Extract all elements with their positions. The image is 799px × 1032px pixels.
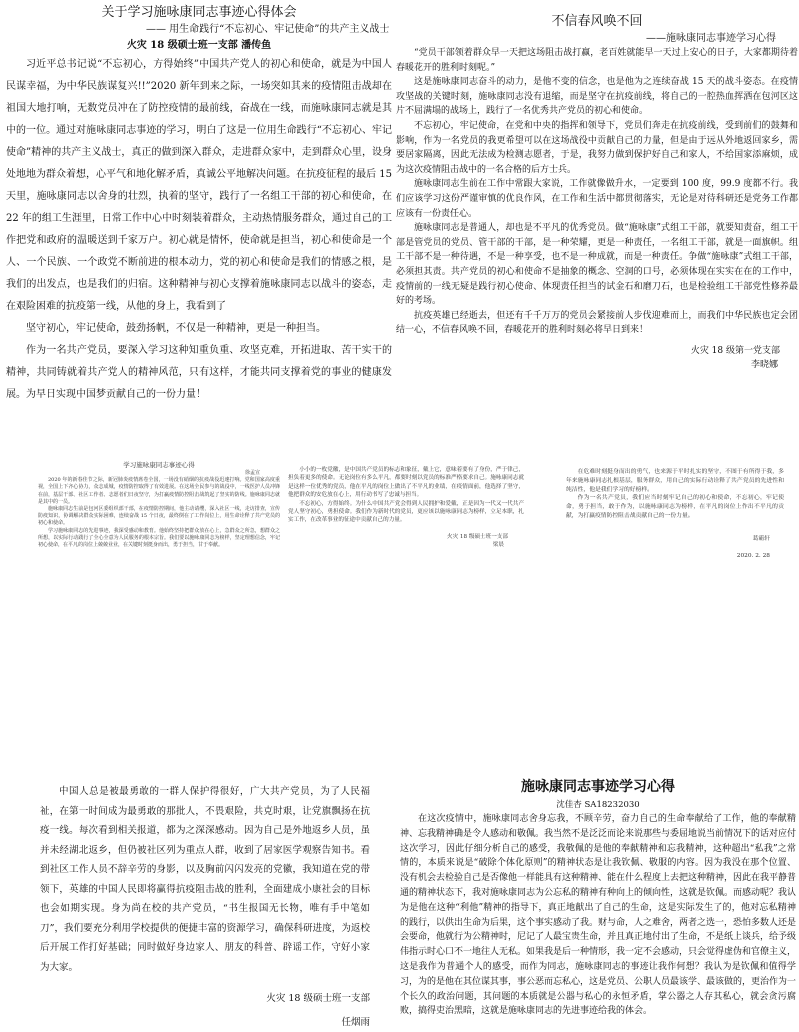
essay-5-signature-name: 葛霸轩 [566,535,784,544]
essay-4-signature-unit: 火灾 18 级硕士班一支部 [288,533,524,541]
essay-2-paragraph: 抗疫英雄已经逝去，但还有千千万万的党员会紧接前人步伐迎难而上，而我们中华民族也定会团结一心，不信春风唤不回，春暖花开的胜利时刻必将早日到来！ [396,309,798,338]
essay-1-paragraph: 坚守初心，牢记使命，鼓劲扬帆，不仅是一种精神，更是一种担当。 [6,318,392,340]
essay-7-byline: 沈佳杏 SA18232030 [400,798,796,812]
essay-2-signature-unit: 火灾 18 级第一党支部 [396,344,798,359]
essay-panel-4 [288,466,524,656]
essay-2-paragraph: 这是施咏康同志奋斗的动力，是他不变的信念，也是他为之连续奋战 15 天的战斗姿态。在疫情攻坚战的关键时刻，施咏康同志没有退缩，而是坚守在抗疫前线，将自己的一腔热血挥洒在包河区这片不屈满塌的战场上，践行了一名优秀共产党员的初心和使命。 [396,75,798,119]
essay-3-title: 学习施咏康同志事迹心得 [38,460,280,470]
essay-1-paragraph: 作为一名共产党员，要深入学习这种知重负重、攻坚克难，开拓进取、苦干实干的精神，共同铸就着共产党人的精神风范，只有这样，才能共同支撑着党的事业的健康发展。为早日实现中国梦贡献自己的一份力量！ [6,340,392,406]
essay-1-subtitle: —— 用生命践行“不忘初心、牢记使命”的共产主义战士 [6,22,392,38]
essay-3-paragraph: 施咏康同志生前是包河区委组织部干部，在疫情防控期间，他主动请缨，深入社区一线，走访排查，宣传防疫知识，协调解决群众实际困难，连续奋战 15 个日夜，最终倒在了工作岗位上，用生命诠释了共产党员的初心和使命。 [38,506,280,528]
essay-2-paragraph: “党员干部领着群众早一天把这场阻击战打赢，老百姓就能早一天过上安心的日子，大家都期待着春暖花开的胜利时刻呢。” [396,46,798,75]
essay-1-byline: 火灾 18 级硕士班一支部 潘传鱼 [6,38,392,54]
essay-7-paragraph: 在这次疫情中，施咏康同志舍身忘我，不顾辛劳，奋力自己的生命奉献给了工作，他的奉献精神、忘我精神确是令人感动和敬佩。我当然不是泛泛而论来说那些与委屈地说当前情况下的话对应付这次学习，因此仔细分析自己的感受，我敬佩的是他的奉献精神和忘我精神，这种超出“私我”之常情的，本质来说是“破除个体化原则”的精神状态是让我钦佩、敬服的内容。因为我没在那个位置、没有机会去检验自己是否像他一样能具有这种精神、能在什么程度上去把这种精神，因此在我平静普通的精神状态下，我对施咏康同志为公忘私的精神有种向上的倾向性，这就是钦佩。而感动呢？我认为是他在这种“利他”精神的指导下，真正地献出了自己的生命，这是实际发生了的，他对忘私精神的践行，以供出生命为后果，这个事实感动了我。财与命，人之难舍，两者之选一，恐怕多数人还是会要命，他就行为公精神时，尼记了人最宝贵生命，并且真正地付出了生命，不是纸上谈兵，给予级伟指示时心口不一地往人无私。如果我是后一种情形，我一定不会感动，只会觉得虚伪和官僚主义，这是我作为普通个人的感受，而作为同志，施咏康同志的事迹让我作何想？我认为是钦佩和值得学习，为的是他在其位谋其事，事公恶而忘私心，这是党员、公职人员最该学、最该做的，更治作为一个长久的政治问题，其问题的本质就是公器与私心的永恒矛盾，掌公器之人存其私心，就会贪污腐败，搞得吏治黑暗，这就是施咏康同志的先进事迹给我的体会。 [400,812,796,1019]
essay-panel-5 [566,468,784,638]
essay-2-paragraph: 施咏康同志是普通人，却也是不平凡的优秀党员。做“施咏康”式组工干部，就要知责奋，组工干部是管党员的党员、管干部的干部，是一种荣耀，更是一种责任，一名组工干部，就是一面旗帜。组工干部不是一种待遇，不是一种享受，也不是一种成就，而是一种责任。争做“施咏康”式组工干部，必须担其责。共产党员的初心和使命不是抽象的概念、空洞的口号，必须体现在实实在在的工作中，疫情前的一线无疑是践行初心使命、体现责任担当的试金石和磨刀石，也是检验组工干部党性修养最好的考场。 [396,221,798,309]
essay-5-paragraph: 作为一名共产党员，我们应当时刻牢记自己的初心和使命，不忘初心，牢记使命，勇于担当，敢于作为，以施咏康同志为榜样，在平凡的岗位上作出不平凡的贡献，为打赢疫情防控阻击战贡献自己的一份力量。 [566,494,784,520]
essay-2-subtitle: ——施咏康同志事迹学习心得 [396,32,798,46]
essay-6-signature-unit: 火灾 18 级硕士班一支部 [40,989,370,1009]
essay-1-title: 关于学习施咏康同志事迹心得体会 [6,4,392,22]
essay-4-paragraph: 不忘初心，方得始终。为什么中国共产党会得到人民拥护和爱戴，正是因为一代又一代共产党人坚守初心，勇担使命。我们作为新时代的党员，更应该以施咏康同志为榜样，立足本职，扎实工作，在改革事业的征途中贡献自己的力量。 [288,500,524,525]
essay-5-signature-date: 2020. 2. 28 [566,552,784,561]
essay-4-signature-name: 梁晨 [288,541,524,549]
essay-panel-2 [396,12,798,352]
essay-6-signature-name: 任烟雨 [40,1013,370,1032]
essay-3-paragraph: 学习施咏康同志的先进事迹，我深受感动和教育。他始终坚持把群众放在心上，急群众之所急，想群众之所想，以实际行动践行了全心全意为人民服务的根本宗旨。我们要以施咏康同志为榜样，坚定理想信念，牢记初心使命，在平凡的岗位上兢兢业业，在关键时刻挺身而出，勇于担当，甘于奉献。 [38,528,280,550]
essay-5-paragraph: 在危难时刻挺身而出的勇气，也来源于平时扎实的坚守，不图于有所得于我，多年来施咏康同志扎根基层，服务群众，用自己的实际行动诠释了共产党员的先进性和纯洁性，他是我们学习的好榜样。 [566,468,784,494]
essay-4-paragraph: 小小的一枚党徽，是中国共产党员的标志和象征，戴上它，意味着要有了身份，严于律己，担负着更多的使命。无论岗位有多么平凡，都要时刻以党员的标准严格要求自己。施咏康同志就是这样一位优秀的党员，他在平凡的岗位上做出了不平凡的业绩，在疫情面前，他选择了坚守，他把群众的安危放在心上，用行动书写了忠诚与担当。 [288,466,524,500]
essay-1-paragraph: 习近平总书记说“不忘初心，方得始终”中国共产党人的初心和使命，就是为中国人民谋幸福，为中华民族谋复兴!!”2020 新年到来之际，一场突如其来的疫情阻击战却在祖国大地打响，无数党员冲在了防控疫情的最前线，奋战在一线，而施咏康同志就是其中的一位。通过对施咏康同志事迹的学习，明白了这是一位用生命践行“不忘初心、牢记使命”精神的共产主义战士，真正的做到深入群众，走进群众家中，走到群众心里，设身处地地为群众着想，心平气和地化解矛盾，真诚公平地解决问题。在抗疫征程的最后 15 天里，施咏康同志以舍身的壮烈，执着的坚守，践行了一名组工干部的初心和使命，在 22 年的组工生涯里，日常工作中心中时刻装着群众，主动热情服务群众，通过自己的工作把党和政府的温暖送到千家万户。初心就是情怀，使命就是担当，初心和使命是一个人、一个民族、一个政党不断前进的根本动力，党的初心和使命是我们的情感之根，是我们的出发点，也是我们的归宿。这种精神与初心支撑着施咏康同志以战斗的姿态，走在艰险困难的抗疫第一线，从他的身上，我看到了 [6,54,392,318]
essay-panel-1 [6,4,392,434]
essay-panel-7 [400,776,796,1012]
essay-2-signature-name: 李晓娜 [396,358,798,373]
essay-3-paragraph: 2020 年的新春佳节之际，新冠肺炎疫情席卷全国，一场没有硝烟的抗疫战役迅速打响。党和国家高度重视，全国上下齐心协力，众志成城，疫情防控取得了有效进展。在这场全民参与的战役中，一线医护人员冲锋在前，基层干部、社区工作者、志愿者们日夜坚守，为打赢疫情防控阻击战筑起了坚实的防线。施咏康同志就是其中的一员。 [38,477,280,506]
essay-3-author: 徐孟宣 [38,470,280,477]
essay-panel-3 [38,460,280,650]
essay-2-paragraph: 不忘初心，牢记使命，在党和中央的指挥和领导下，党员们奔走在抗疫前线，受到前们的鼓舞和影响，作为一名党员的我更希望可以在这场战役中贡献自己的力量，但是由于远从外地返回家乡，需要居家隔离，因此无法成为检测志愿者，于是，我努力做到保护好自己和家人，不给国家添麻烦，成为这次疫情阻击战中的一名合格的后方士兵。 [396,119,798,177]
essay-2-paragraph: 施咏康同志生前在工作中常跟大家说，工作就像做升水，一定要到 100 度，99.9 度都不行。我们应该学习这份严谨审慎的优良作风，在工作和生活中都贯彻落实，无论是对待科研还是党务工作都应该有一份责任心。 [396,177,798,221]
essay-6-paragraph: 中国人总是被最勇敢的一群人保护得很好，广大共产党员，为了人民福祉，在第一时间成为最勇敢的那批人，不畏艰险，共克时艰，让党旗飘扬在抗疫一线。每次看到相关报道，都为之深深感动。因为自己是外地返乡人员，虽并未经湖北返乡，但仍被社区列为重点人群，收到了居家医学观察告知书。看到社区工作人员不辞辛劳的身影，以及胸前闪闪发亮的党徽，我知道在党的带领下，英雄的中国人民即将赢得抗疫阻击战的胜利，全面建成小康社会的目标也会如期实现。身为尚在校的共产党员，“书生报国无长物，唯有手中笔如刀”，我们要充分利用学校提供的便捷丰富的资源学习，确保科研进度，为返校后开展工作打好基础；同时做好身边家人、朋友的科普、辟谣工作，守好小家为大家。 [40,782,370,977]
essay-panel-6 [40,782,370,1010]
essay-7-title: 施咏康同志事迹学习心得 [400,776,796,798]
essay-2-title: 不信春风唤不回 [396,12,798,32]
